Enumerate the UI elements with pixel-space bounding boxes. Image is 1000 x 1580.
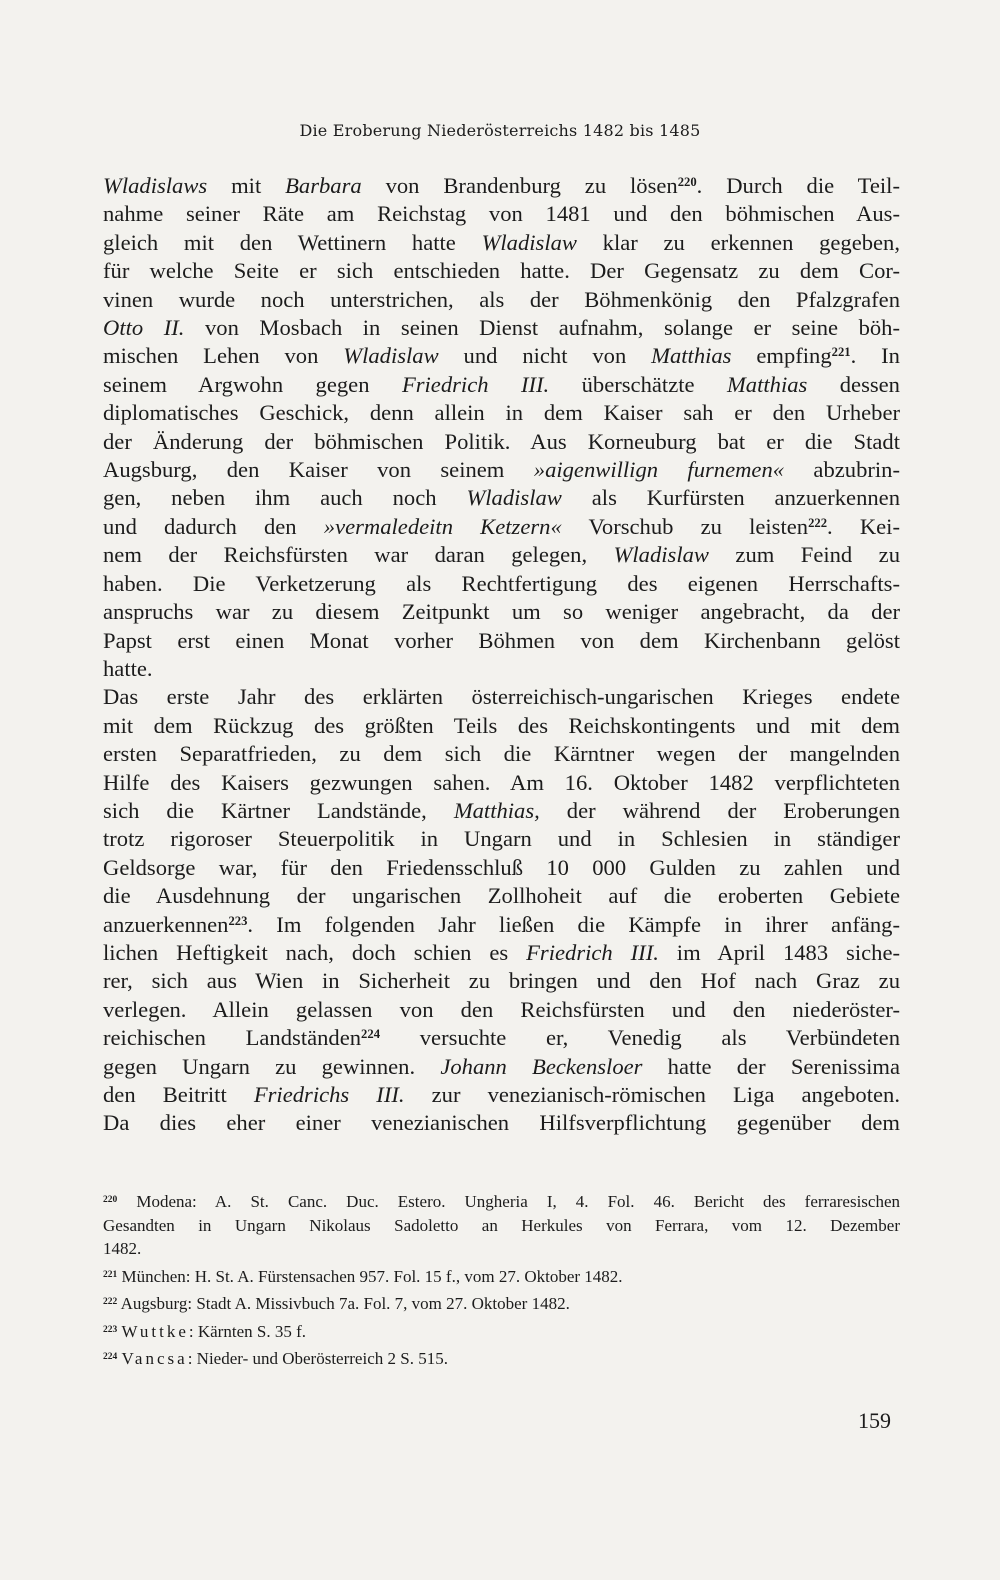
text-run: seinem Argwohn gegen [103, 371, 402, 397]
text-run: gegen Ungarn zu gewinnen. [103, 1053, 441, 1079]
text-run: nem der Reichsfürsten war daran gelegen, [103, 542, 614, 568]
text-run: hatte. [103, 655, 153, 681]
text-line [103, 513, 900, 541]
text-run: der während der Eroberungen [539, 797, 900, 823]
text-run: die Ausdehnung der ungarischen Zollhoheit auf die eroberten Gebiete [103, 883, 900, 909]
text-run: reichischen Landständen [103, 1025, 362, 1051]
text-run: . Im folgenden Jahr ließen die Kämpfe in ihrer anfäng- [247, 911, 900, 937]
text-run: lichen Heftigkeit nach, doch schien es [103, 939, 527, 965]
text-run: gleich mit den Wettinern hatte [103, 229, 482, 255]
text-run: verlegen. Allein gelassen von den Reichsfürsten und den niederöster- [103, 996, 900, 1022]
text-line [103, 996, 900, 1024]
footnote-ref: 222 [808, 515, 828, 530]
footnote [103, 1265, 900, 1289]
text-run: zur venezianisch-römischen Liga angeboten. [404, 1082, 900, 1107]
text-run: Barbara [285, 173, 362, 198]
footnote-number: 220 [103, 1194, 118, 1205]
text-run: ersten Separatfrieden, zu dem sich die Kärntner wegen der mangelnden [103, 741, 900, 767]
text-line [103, 257, 900, 285]
text-line [103, 598, 900, 626]
text-run: . In [850, 343, 900, 369]
footnote-ref: 221 [831, 345, 851, 360]
footnote-line [103, 1214, 900, 1238]
text-run: von Brandenburg zu lösen [361, 173, 678, 198]
text-run: versuchte er, Venedig als Verbündeten [380, 1025, 900, 1051]
text-run: und nicht von [438, 343, 652, 369]
footnote-ref: 223 [228, 913, 248, 928]
text-run: Johann Beckensloer [440, 1053, 643, 1079]
text-run: Friedrichs III. [253, 1082, 405, 1107]
footnote [103, 1320, 900, 1344]
body-text [103, 172, 900, 1138]
text-line [103, 314, 900, 342]
text-run: . Durch die Teil- [696, 173, 900, 198]
text-run: Vorschub zu leisten [561, 513, 809, 539]
text-run: Vancsa [121, 1349, 188, 1368]
text-line [103, 541, 900, 569]
text-run: Friedrich III. [526, 939, 659, 965]
footnotes [103, 1190, 900, 1375]
footnote-line [103, 1265, 900, 1289]
text-run: anzuerkennen [103, 911, 229, 937]
text-run: Friedrich III. [401, 371, 550, 397]
text-run: und dadurch den [103, 513, 324, 539]
text-run: Papst erst einen Monat vorher Böhmen von dem Kirchenbann gelöst [103, 627, 900, 653]
footnote [103, 1292, 900, 1316]
text-line [103, 655, 900, 683]
footnote-line [103, 1320, 900, 1344]
text-run: Wladislaw [466, 485, 562, 511]
text-line [103, 1081, 900, 1109]
text-run: Augsburg: Stadt A. Missivbuch 7a. Fol. 7, vom 27. Oktober 1482. [120, 1294, 570, 1313]
text-line [103, 172, 900, 200]
text-run: Matthias [726, 371, 808, 397]
text-run: Wladislaw [613, 542, 709, 568]
text-run: : Kärnten S. 35 f. [188, 1321, 306, 1341]
text-line [103, 825, 900, 853]
text-run: Otto II. [103, 315, 185, 341]
text-run: München: H. St. A. Fürstensachen 957. Fol. 15 f., vom 27. Oktober 1482. [121, 1266, 623, 1286]
text-line [103, 967, 900, 995]
text-run: Augsburg, den Kaiser von seinem [103, 457, 534, 483]
running-head: Die Eroberung Niederösterreichs 1482 bis 1485 [299, 121, 701, 140]
text-run: Wuttke [121, 1321, 189, 1341]
text-line [103, 627, 900, 655]
text-run: diplomatisches Geschick, denn allein in dem Kaiser sah er den Urheber [103, 400, 900, 426]
footnote-line [103, 1347, 900, 1371]
footnote-line [103, 1190, 900, 1214]
text-run: 1482. [103, 1239, 142, 1258]
text-line [103, 286, 900, 314]
text-line [103, 882, 900, 910]
text-run: abzubrin- [784, 457, 901, 483]
text-run: Wladislaw [481, 229, 577, 255]
text-run: : Nieder- und Oberösterreich 2 S. 515. [187, 1349, 448, 1368]
text-run: Da dies eher einer venezianischen Hilfsverpflichtung gegenüber dem [103, 1110, 900, 1136]
text-run: . Kei- [827, 513, 900, 539]
footnote-ref: 220 [677, 175, 697, 190]
text-run: überschätzte [549, 371, 727, 397]
text-line [103, 1024, 900, 1052]
text-run: Hilfe des Kaisers gezwungen sahen. Am 16. Oktober 1482 verpflichteten [103, 769, 900, 795]
footnote-number: 224 [103, 1351, 118, 1362]
text-run: Das erste Jahr des erklärten österreichisch-ungarischen Krieges endete [103, 684, 900, 710]
text-run: hatte der Serenissima [642, 1053, 900, 1079]
text-line [103, 371, 900, 399]
text-run: empfing [731, 343, 832, 369]
text-line [103, 456, 900, 484]
text-run: gen, neben ihm auch noch [103, 485, 467, 511]
text-run: haben. Die Verketzerung als Rechtfertigung des eigenen Herrschafts- [103, 570, 900, 596]
footnote-number: 223 [103, 1324, 118, 1335]
text-line [103, 229, 900, 257]
text-line [103, 342, 900, 370]
footnote-ref: 224 [361, 1027, 381, 1042]
text-line [103, 570, 900, 598]
page-number: 159 [858, 1408, 891, 1433]
text-line [103, 200, 900, 228]
text-line [103, 399, 900, 427]
text-line [103, 683, 900, 711]
text-line [103, 740, 900, 768]
text-line [103, 428, 900, 456]
text-line [103, 484, 900, 512]
footnote [103, 1190, 900, 1261]
text-run: Gesandten in Ungarn Nikolaus Sadoletto an Herkules von Ferrara, vom 12. Dezember [103, 1215, 900, 1235]
text-line [103, 797, 900, 825]
text-run: nahme seiner Räte am Reichstag von 1481 und den böhmischen Aus- [103, 201, 900, 227]
text-run: trotz rigoroser Steuerpolitik in Ungarn und in Schlesien in ständiger [103, 826, 900, 852]
text-run: im April 1483 siche- [658, 939, 901, 965]
text-run: Modena: A. St. Canc. Duc. Estero. Ungheria I, 4. Fol. 46. Bericht des ferraresischen [136, 1192, 901, 1211]
text-line [103, 911, 900, 939]
text-run: Geldsorge war, für den Friedensschluß 10 000 Gulden zu zahlen und [103, 854, 900, 880]
text-run: vinen wurde noch unterstrichen, als der Böhmenkönig den Pfalzgrafen [103, 286, 900, 312]
text-run: von Mosbach in seinen Dienst aufnahm, solange er seine böh- [184, 315, 901, 341]
text-run: dessen [807, 371, 900, 397]
text-run: Matthias [651, 343, 732, 369]
footnote-number: 221 [103, 1269, 118, 1280]
text-line [103, 1109, 900, 1137]
text-run: Wladislaws [103, 173, 208, 198]
text-run: mit [207, 173, 286, 198]
text-run: für welche Seite er sich entschieden hatte. Der Gegensatz zu dem Cor- [103, 258, 900, 284]
text-run: zum Feind zu [708, 542, 900, 568]
text-run: »vermaledeitn Ketzern« [323, 513, 562, 539]
footnote-number: 222 [103, 1296, 118, 1307]
text-run: Matthias, [453, 797, 540, 823]
text-line [103, 854, 900, 882]
text-run: sich die Kärtner Landstände, [103, 797, 454, 823]
text-run: als Kurfürsten anzuerkennen [561, 485, 900, 511]
footnote-line [103, 1292, 900, 1316]
footnote-line [103, 1237, 900, 1261]
text-run: mit dem Rückzug des größten Teils des Reichskontingents und mit dem [103, 712, 900, 738]
text-line [103, 1053, 900, 1081]
text-run: klar zu erkennen gegeben, [576, 229, 901, 255]
text-run: »aigenwillign furnemen« [533, 457, 785, 483]
text-run: der Änderung der böhmischen Politik. Aus Korneuburg bat er die Stadt [103, 428, 900, 454]
text-line [103, 939, 900, 967]
text-run: mischen Lehen von [103, 343, 344, 369]
text-line [103, 712, 900, 740]
text-run: anspruchs war zu diesem Zeitpunkt um so weniger angebracht, da der [103, 599, 900, 625]
text-line [103, 769, 900, 797]
text-run: rer, sich aus Wien in Sicherheit zu bringen und den Hof nach Graz zu [103, 968, 900, 994]
text-run: den Beitritt [103, 1082, 254, 1107]
text-run: Wladislaw [343, 343, 439, 369]
footnote [103, 1347, 900, 1371]
